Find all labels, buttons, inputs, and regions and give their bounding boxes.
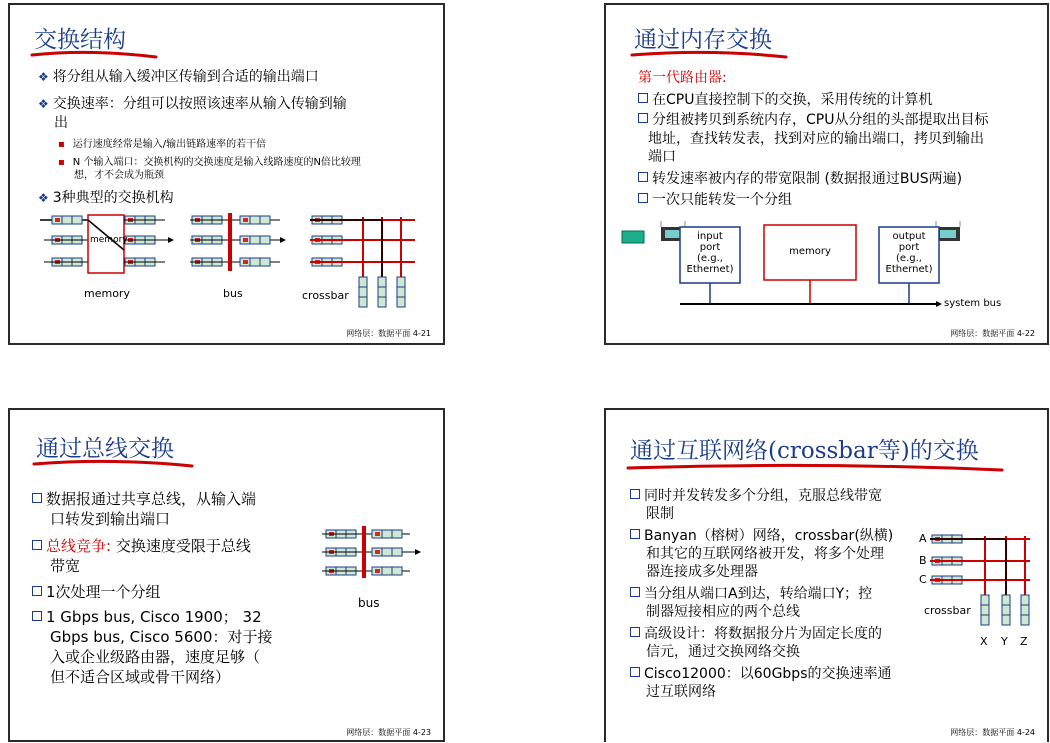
list-item: 分组被拷贝到系统内存，CPU从分组的头部提取出目标	[638, 112, 988, 129]
system-bus-label: system bus	[944, 298, 1002, 309]
slide-title: 通过内存交换	[634, 27, 772, 53]
slide-4-22	[604, 3, 1049, 345]
list-item-continuation: 地址，查找转发表，找到对应的输出端口，拷贝到输出	[648, 131, 984, 147]
memory-box-label: memory	[90, 235, 128, 245]
port-z-label: Z	[1020, 635, 1028, 648]
list-item: 数据报通过共享总线，从输入端	[32, 490, 256, 509]
sub-item: ▪ 运行速度经常是输入/输出链路速率的若干倍	[58, 139, 267, 150]
sub-item-continuation: 想，才不会成为瓶颈	[74, 170, 164, 181]
list-item-continuation: 器连接成多处理器	[646, 564, 758, 580]
list-item-continuation: 限制	[646, 506, 674, 522]
diamond-bullet-icon: ❖	[38, 191, 49, 205]
list-item-continuation: 入或企业级路由器，速度足够（	[50, 648, 261, 666]
bullet-item: ❖ 将分组从输入缓冲区传输到合适的输出端口	[38, 69, 319, 85]
input-port-label: input port (e.g., Ethernet)	[686, 231, 734, 275]
slide-4-24	[604, 408, 1049, 742]
slide-footer: 网络层：数据平面 4-23	[346, 728, 431, 737]
port-c-label: C	[919, 573, 927, 586]
slide-title: 通过互联网络(crossbar等)的交换	[630, 438, 979, 464]
sub-item: ▪ N 个输入端口：交换机构的交换速度是输入线路速度的N倍比较理	[58, 157, 361, 168]
slide-footer: 网络层：数据平面 4-22	[950, 329, 1035, 338]
slide-4-21	[8, 3, 445, 345]
list-item: Banyan（榕树）网络，crossbar(纵横)	[630, 528, 893, 545]
port-y-label: Y	[1001, 635, 1008, 648]
output-port-label: output port (e.g., Ethernet)	[885, 231, 933, 275]
list-item: 转发速率被内存的带宽限制 (数据报通过BUS两遍)	[638, 171, 962, 188]
diamond-bullet-icon: ❖	[38, 97, 49, 111]
list-item-continuation: 和其它的互联网络被开发，将多个处理	[646, 546, 884, 562]
slide-footer: 网络层：数据平面 4-24	[950, 728, 1035, 737]
list-item: 当分组从端口A到达，转给端口Y；控	[630, 586, 872, 603]
crossbar-diagram	[606, 410, 1049, 742]
bus-label: bus	[358, 596, 380, 610]
list-item-continuation: 制器短接相应的两个总线	[646, 604, 800, 620]
list-item: 同时并发转发多个分组，克服总线带宽	[630, 488, 882, 505]
list-item-continuation: 但不适合区域或骨干网络）	[50, 668, 231, 686]
diagram-label-memory: memory	[84, 287, 130, 300]
list-item: 1次处理一个分组	[32, 583, 161, 602]
diamond-bullet-icon: ❖	[38, 70, 49, 84]
list-item-continuation: Gbps bus, Cisco 5600：对于接	[50, 628, 273, 646]
port-a-label: A	[919, 532, 927, 545]
slide-title: 通过总线交换	[36, 436, 174, 462]
port-b-label: B	[919, 554, 927, 567]
list-item: 总线竞争: 交换速度受限于总线	[32, 537, 251, 556]
bullet-item: ❖ 交换速率：分组可以按照该速率从输入传输到输	[38, 96, 347, 112]
crossbar-label: crossbar	[924, 604, 971, 617]
slide-title: 交换结构	[34, 27, 126, 53]
bullet-item: ❖ 3种典型的交换机构	[38, 190, 174, 206]
list-item: Cisco12000：以60Gbps的交换速率通	[630, 666, 892, 683]
list-item-continuation: 带宽	[50, 557, 81, 575]
list-item: 在CPU直接控制下的交换，采用传统的计算机	[638, 92, 932, 109]
diagram-label-crossbar: crossbar	[302, 289, 349, 302]
section-heading: 第一代路由器:	[638, 70, 727, 86]
list-item-continuation: 信元，通过交换网络交换	[646, 644, 800, 660]
port-x-label: X	[980, 635, 988, 648]
list-item-continuation: 口转发到输出端口	[50, 510, 171, 528]
list-item: 一次只能转发一个分组	[638, 192, 792, 209]
memory-label: memory	[789, 246, 831, 257]
list-item-continuation: 过互联网络	[646, 684, 716, 700]
slide-4-23	[8, 408, 445, 742]
bus-diagram	[10, 410, 445, 742]
list-item: 高级设计：将数据报分片为固定长度的	[630, 626, 882, 643]
slide-footer: 网络层：数据平面 4-21	[346, 329, 431, 338]
diagram-label-bus: bus	[223, 287, 243, 300]
list-item: 1 Gbps bus, Cisco 1900； 32	[32, 608, 262, 627]
list-item-continuation: 端口	[648, 149, 676, 165]
bullet-continuation: 出	[54, 115, 68, 131]
memory-switch-diagram	[606, 5, 1049, 345]
